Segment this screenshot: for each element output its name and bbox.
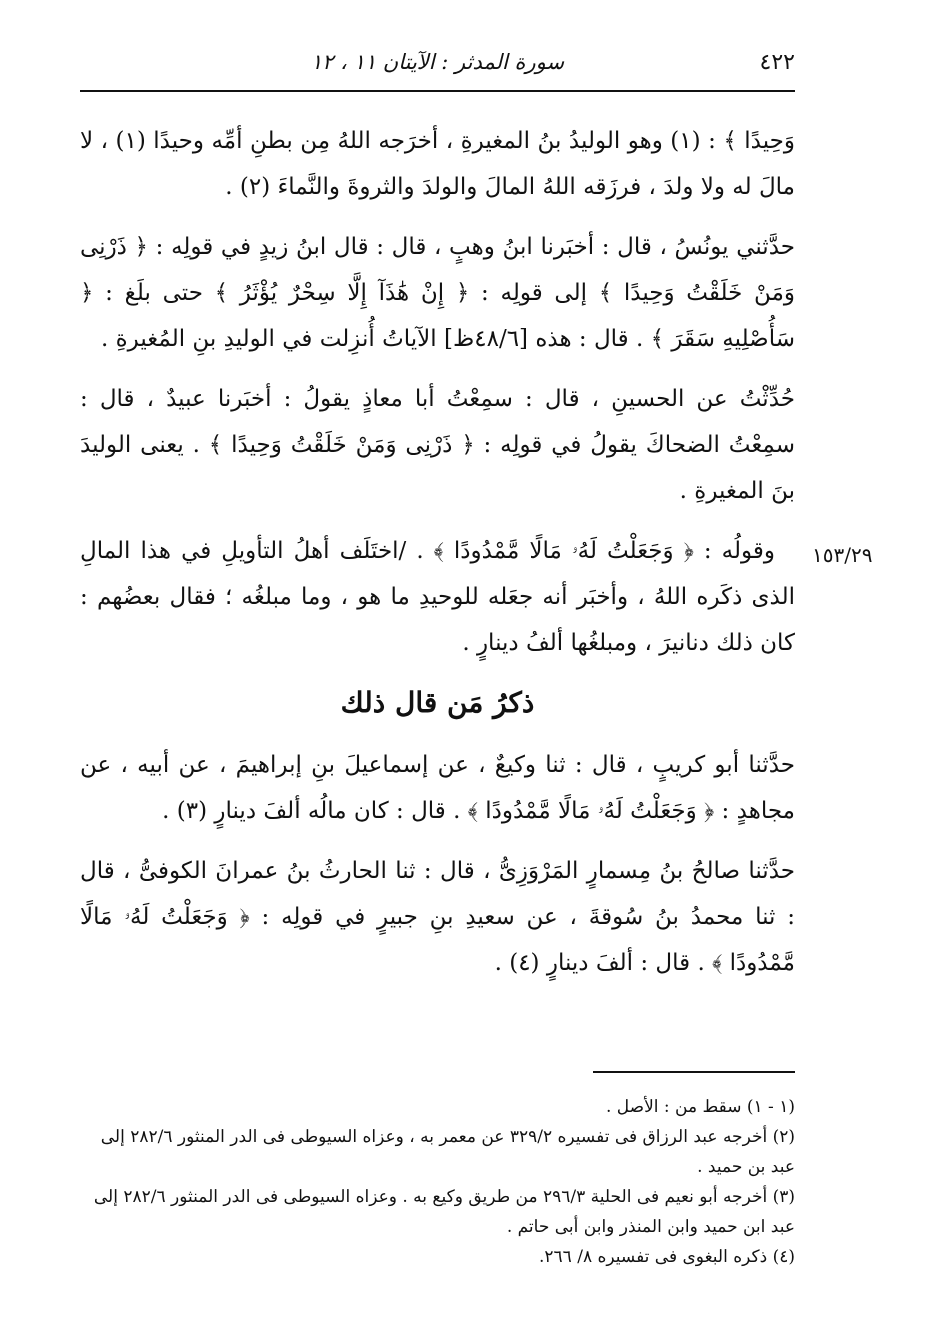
main-text xyxy=(80,118,795,1000)
paragraph-6: حدَّثنا صالحُ بنُ مِسمارٍ المَرْوَزِىُّ ، قال : ثنا الحارثُ بنُ عمرانَ الكوفىُّ ، قال : ثنا محمدُ بنُ سُوقةَ ، عن سعيدِ بنِ جبيرٍ في قولِه : ﴿ وَجَعَلْتُ لَهُۥ مَالًا مَّمْدُودًا ﴾ . قال : ألفَ دينارٍ (٤) . xyxy=(80,858,795,976)
footnote-2: (٢) أخرجه عبد الرزاق فى تفسيره ٣٢٩/٢ عن معمر به ، وعزاه السيوطى فى الدر المنثور ٢٨٢/٦ إلى عبد بن حميد . xyxy=(100,1127,795,1177)
page-number: ٤٢٢ xyxy=(759,50,795,75)
footnote-divider xyxy=(593,1071,795,1073)
footnote-3: (٣) أخرجه أبو نعيم فى الحلية ٢٩٦/٣ من طريق وكيع به . وعزاه السيوطى فى الدر المنثور ٢٨٢/٦ إلى عبد ابن حميد وابن المنذر وابن أبى حاتم . xyxy=(93,1187,795,1237)
paragraph-4: وقولُه : ﴿ وَجَعَلْتُ لَهُۥ مَالًا مَّمْدُودًا ﴾ . /اختَلَف أهلُ التأويلِ في هذا المالِ الذى ذكَره اللهُ ، وأخبَر أنه جعَله للوحيدِ ما هو ، وما مبلغُه ؛ فقال بعضُهم : كان ذلك دنانيرَ ، ومبلغُها ألفُ دينارٍ . xyxy=(80,538,795,656)
paragraph-1: وَحِيدًا ﴾ : (١) وهو الوليدُ بنُ المغيرةِ ، أخرَجه اللهُ مِن بطنِ أمِّه وحيدًا (١) ، لا مالَ له ولا ولدَ ، فرزَقه اللهُ المالَ والولدَ والثروةَ والنَّماءَ (٢) . xyxy=(80,128,795,200)
running-title: سورة المدثر : الآيتان ١١ ، ١٢ xyxy=(310,50,565,74)
footnote-4: (٤) ذكره البغوى فى تفسيره ٨/ ٢٦٦. xyxy=(538,1247,795,1267)
margin-reference: ١٥٣/٢٩ xyxy=(812,543,873,567)
footnote-1: (١ - ١) سقط من : الأصل . xyxy=(605,1097,795,1117)
paragraph-2: حدَّثني يونُسُ ، قال : أخبَرنا ابنُ وهبٍ ، قال : قال ابنُ زيدٍ في قولِه : ﴿ ذَرْنِى وَمَنْ خَلَقْتُ وَحِيدًا ﴾ إلى قولِه : ﴿ إِنْ هَٰذَآ إِلَّا سِحْرٌ يُؤْثَرُ ﴾ حتى بلَغ : ﴿ سَأُصْلِيهِ سَقَرَ ﴾ . قال : هذه [٤٨/٦ظ] الآياتُ أُنزِلت في الوليدِ بنِ المُغيرةِ . xyxy=(80,234,795,352)
page-header xyxy=(80,40,795,92)
footnotes xyxy=(80,1092,795,1272)
section-heading: ذكرُ مَن قال ذلك xyxy=(340,686,535,719)
paragraph-3: حُدِّثْتُ عن الحسينِ ، قال : سمِعْتُ أبا معاذٍ يقولُ : أخبَرنا عبيدٌ ، قال : سمِعْتُ الضحاكَ يقولُ في قولِه : ﴿ ذَرْنِى وَمَنْ خَلَقْتُ وَحِيدًا ﴾ . يعنى الوليدَ بنَ المغيرةِ . xyxy=(80,386,795,504)
paragraph-5: حدَّثنا أبو كريبٍ ، قال : ثنا وكيعٌ ، عن إسماعيلَ بنِ إبراهيمَ ، عن أبيه ، عن مجاهدٍ : ﴿ وَجَعَلْتُ لَهُۥ مَالًا مَّمْدُودًا ﴾ . قال : كان مالُه ألفَ دينارٍ (٣) . xyxy=(80,752,795,824)
